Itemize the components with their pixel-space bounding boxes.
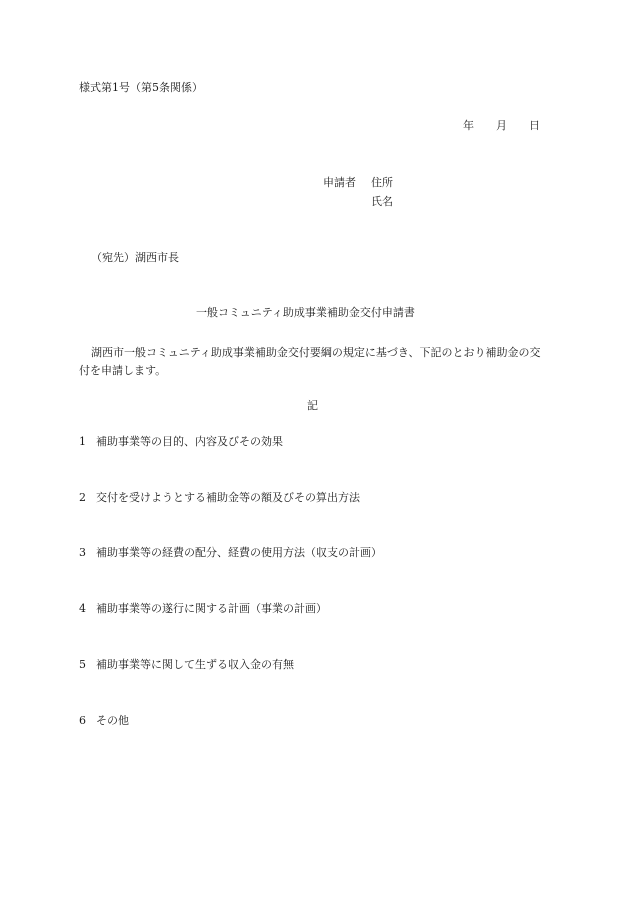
list-item — [79, 715, 129, 726]
document-title: 一般コミュニティ助成事業補助金交付申請書 — [196, 306, 415, 319]
item-number: 3 — [79, 546, 86, 559]
addressee: （宛先）湖西市長 — [91, 251, 179, 264]
list-item — [79, 603, 327, 614]
date-year-label: 年 — [463, 119, 474, 132]
ki-heading: 記 — [307, 399, 318, 412]
item-number: 5 — [79, 658, 86, 671]
item-text: 補助事業等の経費の配分、経費の使用方法（収支の計画） — [96, 546, 382, 559]
item-text: 補助事業等の目的、内容及びその効果 — [96, 435, 283, 448]
form-number: 様式第1号（第5条関係） — [79, 81, 203, 94]
item-number: 1 — [79, 435, 86, 448]
item-text: 補助事業等の遂行に関する計画（事業の計画） — [96, 602, 327, 615]
item-text: 補助事業等に関して生ずる収入金の有無 — [96, 658, 294, 671]
item-number: 4 — [79, 602, 86, 615]
item-number: 6 — [79, 714, 86, 727]
item-text: その他 — [96, 714, 129, 727]
name-label: 氏名 — [371, 195, 393, 208]
item-text: 交付を受けようとする補助金等の額及びその算出方法 — [96, 491, 360, 504]
date-month-label: 月 — [496, 119, 507, 132]
list-item — [79, 492, 360, 503]
address-label: 住所 — [371, 176, 393, 189]
date-day-label: 日 — [529, 119, 540, 132]
applicant-label: 申請者 — [323, 176, 356, 189]
body-paragraph: 湖西市一般コミュニティ助成事業補助金交付要綱の規定に基づき、下記のとおり補助金の交付を申請します。 — [79, 346, 541, 377]
list-item — [79, 436, 283, 447]
list-item — [79, 659, 294, 670]
date-line — [463, 120, 540, 131]
list-item — [79, 547, 382, 558]
item-number: 2 — [79, 491, 86, 504]
